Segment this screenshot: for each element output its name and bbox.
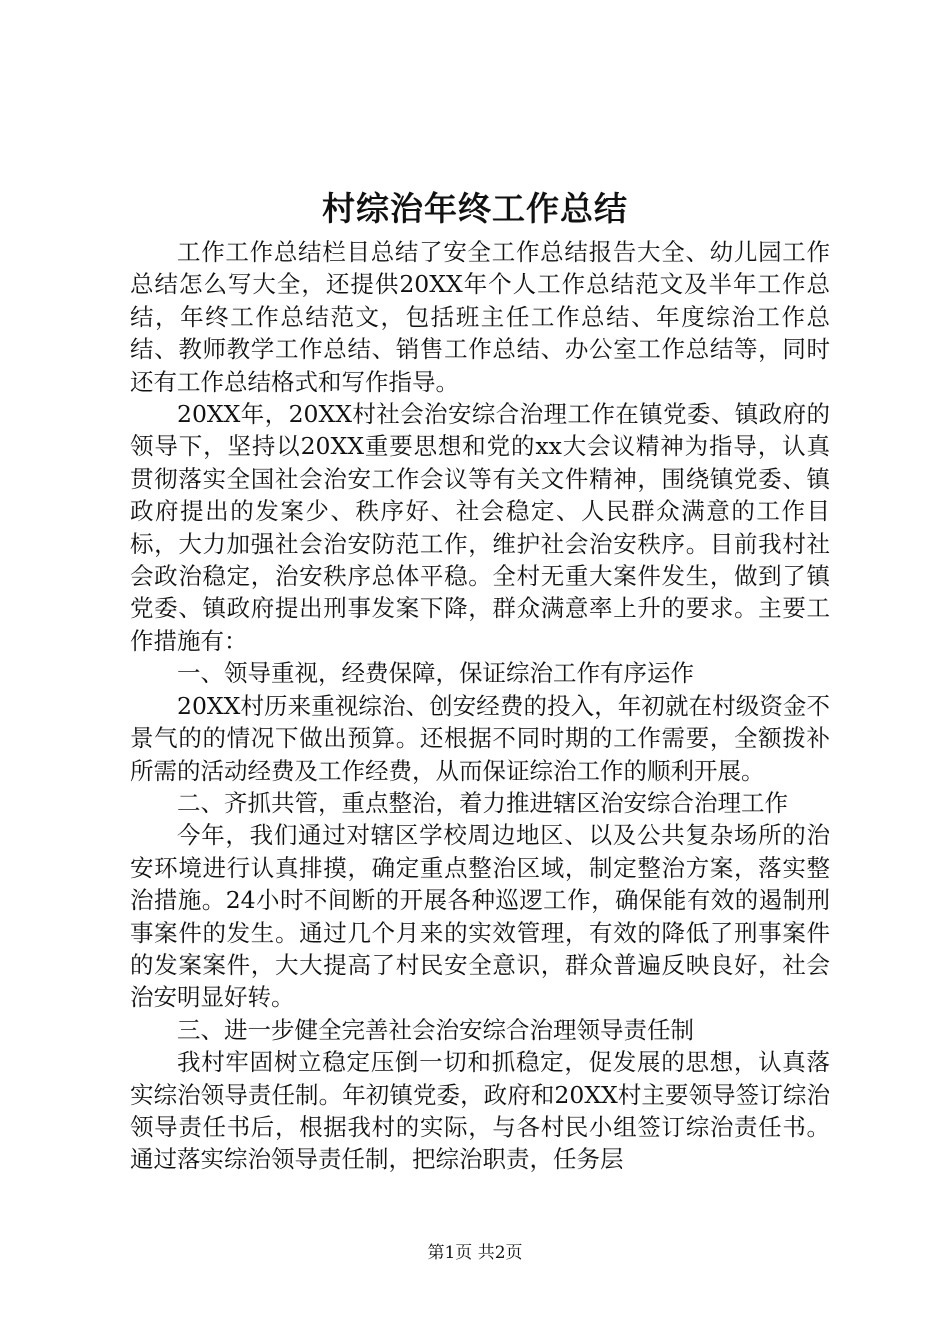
- paragraph-intro: 工作工作总结栏目总结了安全工作总结报告大全、幼儿园工作总结怎么写大全，还提供20XX年个人工作总结范文及半年工作总结，年终工作总结范文，包括班主任工作总结、年度综治工作总结、教师教学工作总结、销售工作总结、办公室工作总结等，同时还有工作总结格式和写作指导。: [130, 238, 830, 396]
- page-number-footer: 第1页 共2页: [427, 1243, 523, 1263]
- section-heading-3: 三、进一步健全完善社会治安综合治理领导责任制: [177, 1015, 694, 1044]
- paragraph-section-3: 我村牢固树立稳定压倒一切和抓稳定，促发展的思想，认真落实综治领导责任制。年初镇党委，政府和20XX村主要领导签订综治领导责任书后，根据我村的实际，与各村民小组签订综治责任书。通过落实综治领导责任制，把综治职责，任务层: [130, 1048, 830, 1174]
- paragraph-overview: 20XX年，20XX村社会治安综合治理工作在镇党委、镇政府的领导下，坚持以20XX重要思想和党的xx大会议精神为指导，认真贯彻落实全国社会治安工作会议等有关文件精神，围绕镇党委、镇政府提出的发案少、秩序好、社会稳定、人民群众满意的工作目标，大力加强社会治安防范工作，维护社会治安秩序。目前我村社会政治稳定，治安秩序总体平稳。全村无重大案件发生，做到了镇党委、镇政府提出刑事发案下降，群众满意率上升的要求。主要工作措施有：: [130, 400, 830, 655]
- paragraph-section-1: 20XX村历来重视综治、创安经费的投入，年初就在村级资金不景气的的情况下做出预算。还根据不同时期的工作需要，全额拨补所需的活动经费及工作经费，从而保证综治工作的顺利开展。: [130, 691, 830, 785]
- document-body: [130, 236, 830, 1176]
- section-heading-1: 一、领导重视，经费保障，保证综治工作有序运作: [177, 659, 694, 688]
- document-title: 村综治年终工作总结: [322, 189, 628, 228]
- section-heading-2: 二、齐抓共管，重点整治，着力推进辖区治安综合治理工作: [177, 788, 788, 817]
- paragraph-section-2: 今年，我们通过对辖区学校周边地区、以及公共复杂场所的治安环境进行认真排摸，确定重点整治区域，制定整治方案，落实整治措施。24小时不间断的开展各种巡逻工作，确保能有效的遏制刑事案件的发生。通过几个月来的实效管理，有效的降低了刑事案件的发案案件，大大提高了村民安全意识，群众普遍反映良好，社会治安明显好转。: [130, 821, 830, 1012]
